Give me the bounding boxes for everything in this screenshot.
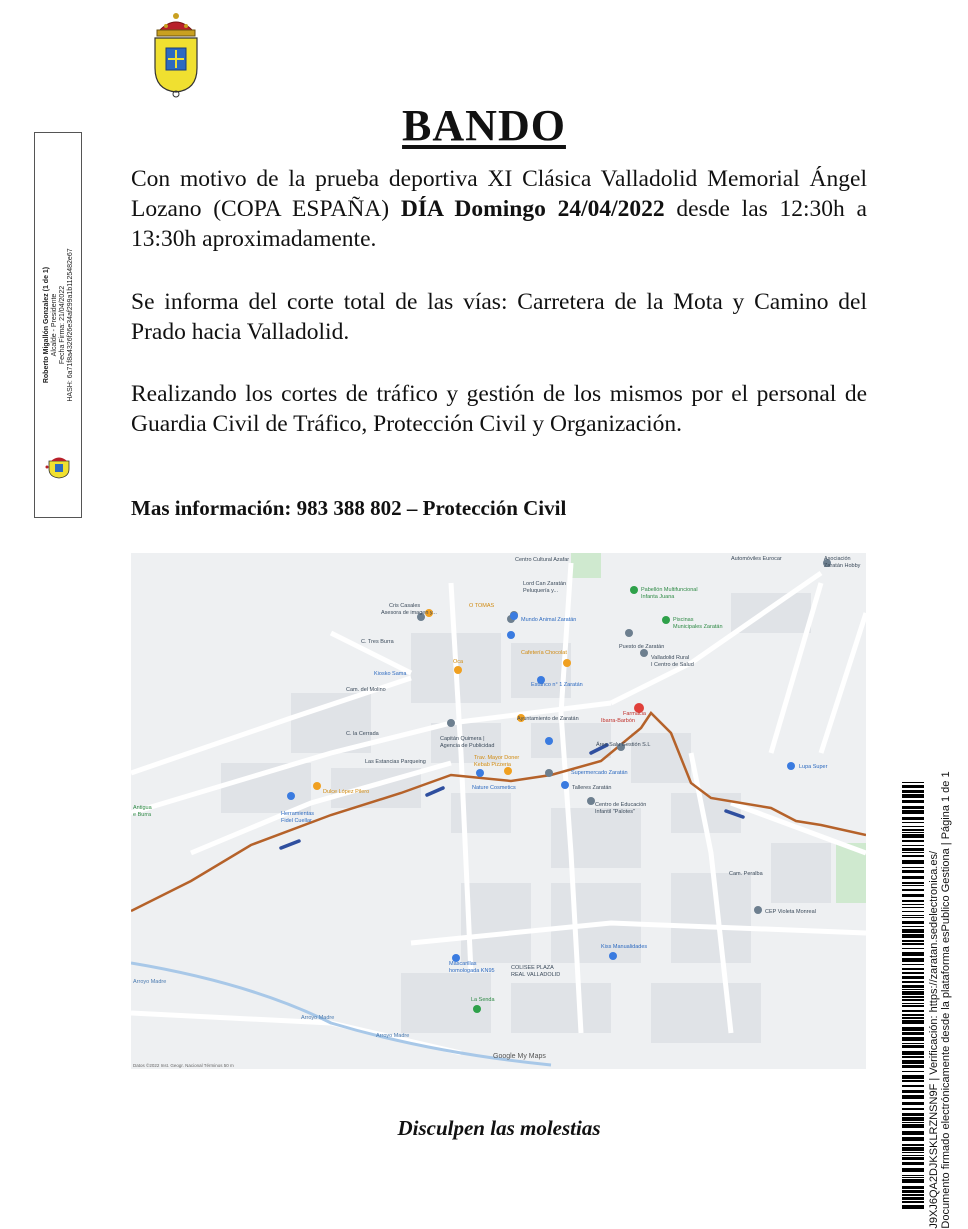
- map-label: Ayuntamiento de Zaratán: [517, 716, 579, 722]
- map-label: Cris Casales: [389, 603, 421, 609]
- signature-box: [34, 132, 82, 518]
- map-label: Automóviles Eurocar: [731, 556, 782, 562]
- map-label: Las Estancias Parqueing: [365, 759, 426, 765]
- page-title: BANDO: [402, 101, 566, 150]
- map-label: Cam. Peralba: [729, 871, 763, 877]
- signature-hash: HASH: 6a71f8a4326f26e34af299a1b1125482e67: [67, 248, 74, 402]
- map-label: Talleres Zaratán: [572, 785, 612, 791]
- map-copyright: Datos ©2022 Inst. Geogr. Nacional Términos 50 m: [133, 1063, 234, 1068]
- map-label: Estanco n° 1 Zaratán: [531, 682, 583, 688]
- map-label: Puesto de Zaratán: [619, 644, 665, 650]
- coat-of-arms-icon: [148, 6, 204, 98]
- map-label: Cafetería Chocolat: [521, 650, 567, 656]
- map-label: Centro Cultural Azafar: [515, 557, 570, 563]
- map-label: Arroyo Madre: [376, 1033, 410, 1039]
- map-label: La Senda: [471, 997, 495, 1003]
- verification-line2: Documento firmado electrónicamente desde la plataforma esPublico Gestiona | Página 1 de 1: [940, 771, 952, 1229]
- signer-role: Alcalde - Presidente: [51, 293, 58, 357]
- closing-text: Disculpen las molestias: [397, 1116, 601, 1140]
- signer-name: Roberto Migallón Gonzalez (1 de 1): [43, 266, 50, 384]
- map-label: Infantil "Palotes": [595, 809, 635, 815]
- map-label: Infanta Juana: [641, 594, 675, 600]
- map-label: Arroyo Madre: [133, 979, 167, 985]
- map-label: CEP Violeta Monreal: [765, 909, 816, 915]
- map-label: REAL VALLADOLID: [511, 972, 561, 978]
- map-label: Área Salu Gestión S.L: [596, 742, 651, 748]
- map-label: Mundo Animal Zaratán: [521, 617, 577, 623]
- verification-text: [928, 771, 952, 1228]
- map-label: I Centro de Salud: [651, 662, 694, 668]
- map-label: Asociación: [824, 556, 851, 562]
- verification-code: J9XJ6QA2DJKSKLRZNSN9F | Verificación: https://zaratan.sedelectronica.es/: [928, 850, 940, 1229]
- small-crest-icon: [45, 453, 73, 479]
- event-text: Con motivo de la prueba deportiva XI Clásica Valladolid Memorial Ángel Lozano (COPA ESPAÑA): [131, 166, 867, 222]
- map-label: Ibarra-Barbón: [601, 718, 635, 724]
- map-label: Supermercado Zaratán: [571, 770, 628, 776]
- map-label: Lord Can Zaratán: [523, 581, 567, 587]
- map-label: Dulce López Pilero: [323, 789, 370, 795]
- map-label: e Burra: [133, 812, 152, 818]
- map-label: Arroyo Madre: [301, 1015, 335, 1021]
- contact-info: Mas información: 983 388 802 – Protección Civil: [131, 496, 567, 520]
- map-label: Cam. del Molino: [346, 687, 386, 693]
- map-label: Zaratán Hobby: [824, 563, 861, 569]
- event-date: DÍA Domingo 24/04/2022: [400, 196, 665, 222]
- map-label: Trav. Mayor Doner: [474, 755, 520, 761]
- paragraph-roads: Se informa del corte total de las vías: Carretera de la Mota y Camino del Prado hacia Valladolid.: [131, 289, 867, 345]
- paragraph-event: [131, 164, 867, 254]
- map-label: Mascarillas: [449, 961, 477, 967]
- map-label: O TOMAS: [469, 603, 495, 609]
- map-label: Piscinas: [673, 617, 694, 623]
- map-label: Kiosko Sama: [374, 671, 407, 677]
- map-label: Kiss Manualidades: [601, 944, 648, 950]
- map-label: C. Tres Burra: [361, 639, 394, 645]
- map-label: Lupa Super: [799, 764, 828, 770]
- map-label: Oca: [453, 659, 464, 665]
- map-label: Valladolid Rural: [651, 655, 690, 661]
- map-label: COLISEE PLAZA: [511, 965, 554, 971]
- map-label: Kebab Pizzeria: [474, 762, 511, 768]
- route-map: [131, 553, 866, 1069]
- map-label: Nature Cosmetics: [472, 785, 516, 791]
- map-label: Fidel Cuellar: [281, 818, 312, 824]
- map-label: Agencia de Publicidad: [440, 743, 495, 749]
- map-label: Centro de Educación: [595, 802, 647, 808]
- map-label: Herramientas: [281, 811, 315, 817]
- map-label: homologada KN95: [449, 968, 495, 974]
- map-label: Pabellón Multifuncional: [641, 587, 698, 593]
- map-label: Antigua: [133, 805, 152, 811]
- map-label: C. la Cerrada: [346, 731, 379, 737]
- map-label: Farmacia: [623, 711, 646, 717]
- event-time: desde las 12:30h a 13:30h aproximadamente.: [131, 196, 867, 252]
- signature-text: [43, 225, 75, 425]
- map-label: Asesora de imagen y...: [381, 610, 437, 616]
- map-label: Capitán Quimera |: [440, 736, 485, 742]
- google-logo: Google My Maps: [493, 1053, 546, 1060]
- map-label: Peluquería y...: [523, 588, 559, 594]
- signature-date: Fecha Firma: 21/04/2022: [59, 285, 66, 365]
- paragraph-traffic: Realizando los cortes de tráfico y gestión de los mismos por el personal de Guardia Civil de Tráfico, Protección Civil y Organización.: [131, 381, 867, 437]
- map-label: Municipales Zaratán: [673, 624, 723, 630]
